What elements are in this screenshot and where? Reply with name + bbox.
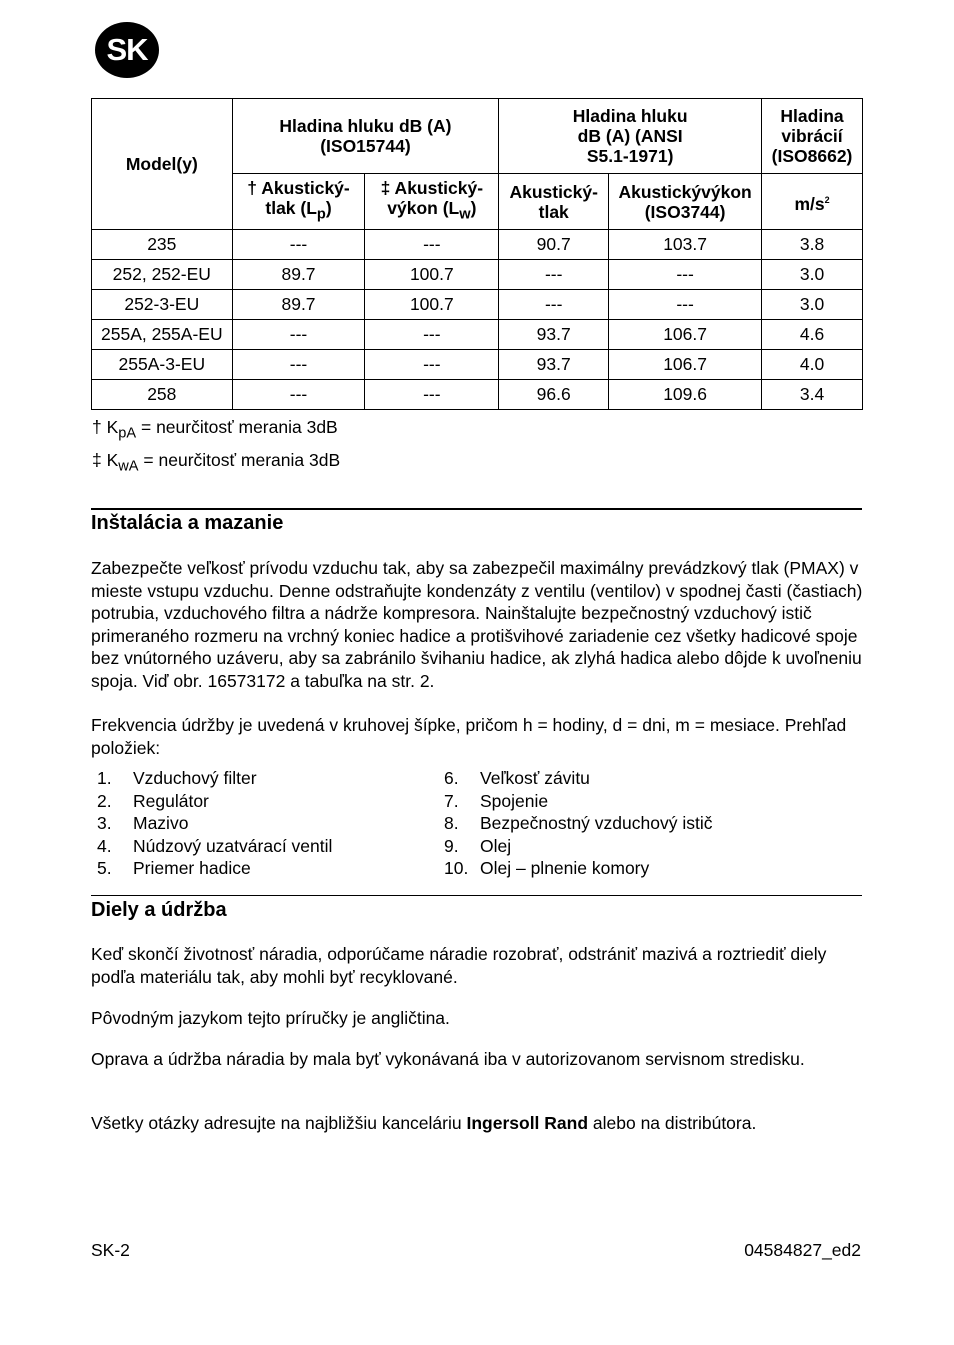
- installation-paragraph: Zabezpečte veľkosť prívodu vzduchu tak, aby sa zabezpečil maximálny prevádzkový tlak (PMAX) v mieste vstupu vzduchu. Denne odstraňujte kondenzáty z ventilu (ventilov) v spodnej časti (častiach) potrubia, vzduchového filtra a nádrže kompresora. Nainštalujte bezpečnostný vzduchový istič primeraného rozmeru na vrchný koniec hadice a protišvihové zariadenie cez všetky hadicové spoje bez vnútorného uzáveru, aby sa zabránilo švihaniu hadice, ak zlyhá hadica alebo dôjde k uvoľneniu spoja. Viď obr. 16573172 a tabuľka na str. 2.: [91, 558, 863, 691]
- table-cell: 96.6: [499, 380, 609, 410]
- list-item: 2. Regulátor: [97, 790, 209, 811]
- table-cell: ---: [499, 290, 609, 320]
- table-cell: ---: [499, 260, 609, 290]
- header-model: Model(y): [92, 99, 233, 230]
- service-paragraph: Oprava a údržba náradia by mala byť vykonávaná iba v autorizovanom servisnom stredisku.: [91, 1049, 805, 1069]
- document-number: 04584827_ed2: [744, 1240, 861, 1260]
- table-cell: 235: [92, 230, 233, 260]
- table-cell: 3.8: [762, 230, 863, 260]
- language-badge: SK: [95, 22, 159, 78]
- header-sound-power: ‡ Akustický-výkon $(L_w)$: [365, 174, 499, 230]
- table-row: [92, 350, 863, 380]
- table-cell: 3.4: [762, 380, 863, 410]
- table-row: [92, 290, 863, 320]
- table-cell: 255A, 255A-EU: [92, 320, 233, 350]
- table-cell: 89.7: [232, 260, 365, 290]
- table-cell: 90.7: [499, 230, 609, 260]
- table-cell: 100.7: [365, 290, 499, 320]
- header-sound-pressure: † Akustický-tlak $(L_p)$: [232, 174, 365, 230]
- list-item: 5. Priemer hadice: [97, 858, 251, 878]
- maintenance-frequency-paragraph: Frekvencia údržby je uvedená v kruhovej šípke, pričom h = hodiny, d = dni, m = mesiace. Prehľad položiek:: [91, 715, 847, 758]
- header-ansi: Hladina hluku dB (A) (ANSI S5.1-1971): [499, 99, 762, 174]
- section-divider: [91, 508, 862, 510]
- table-cell: ---: [232, 320, 365, 350]
- table-cell: 255A-3-EU: [92, 350, 233, 380]
- parts-list-left: [91, 767, 332, 880]
- list-item: 6. Veľkosť závitu: [444, 768, 590, 788]
- section-title-parts-maintenance: Diely a údržba: [91, 899, 227, 921]
- list-item: 3. Mazivo: [97, 813, 189, 833]
- table-cell: 252, 252-EU: [92, 260, 233, 290]
- table-cell: 100.7: [365, 260, 499, 290]
- list-item: 7. Spojenie: [444, 790, 549, 811]
- contact-paragraph: Všetky otázky adresujte na najbližšiu kanceláriu Ingersoll Rand alebo na distribútora.: [91, 1113, 757, 1133]
- section-title-installation: Inštalácia a mazanie: [91, 512, 284, 534]
- language-paragraph: Pôvodným jazykom tejto príručky je angličtina.: [91, 1008, 450, 1028]
- table-cell: ---: [365, 350, 499, 380]
- header-iso15744: Hladina hluku dB (A) (ISO15744): [232, 99, 499, 174]
- table-cell: 93.7: [499, 320, 609, 350]
- table-cell: 4.6: [762, 320, 863, 350]
- table-cell: ---: [232, 230, 365, 260]
- table-cell: ---: [365, 320, 499, 350]
- table-cell: ---: [232, 380, 365, 410]
- table-cell: 258: [92, 380, 233, 410]
- table-cell: ---: [232, 350, 365, 380]
- list-item: 9. Olej: [444, 835, 512, 856]
- table-cell: 3.0: [762, 290, 863, 320]
- table-cell: 106.7: [609, 350, 762, 380]
- table-cell: ---: [609, 260, 762, 290]
- table-cell: ---: [609, 290, 762, 320]
- table-cell: 103.7: [609, 230, 762, 260]
- header-ansi-pressure: Akustický-tlak: [499, 174, 609, 230]
- brand-name: Ingersoll Rand: [466, 1113, 589, 1133]
- table-cell: 93.7: [499, 350, 609, 380]
- table-row: [92, 320, 863, 350]
- section-divider: [91, 895, 862, 896]
- table-row: [92, 380, 863, 410]
- table-cell: 109.6: [609, 380, 762, 410]
- table-cell: 106.7: [609, 320, 762, 350]
- note-kpa: † $K_{pA}$ = neurčitosť merania 3dB: [92, 417, 338, 442]
- note-kwa: ‡ $K_{wA}$ = neurčitosť merania 3dB: [92, 449, 341, 474]
- header-ansi-power: Akustickývýkon (ISO3744): [609, 174, 762, 230]
- table-cell: 89.7: [232, 290, 365, 320]
- header-vibration: Hladina vibrácií (ISO8662): [762, 99, 863, 174]
- table-cell: 252-3-EU: [92, 290, 233, 320]
- table-cell: 4.0: [762, 350, 863, 380]
- list-item: 8. Bezpečnostný vzduchový istič: [444, 813, 713, 833]
- table-row: [92, 260, 863, 290]
- table-notes: [92, 414, 340, 479]
- noise-vibration-table: [91, 98, 863, 410]
- list-item: 4. Núdzový uzatvárací ventil: [97, 835, 333, 856]
- parts-list-right: [444, 767, 712, 880]
- list-item: 10. Olej – plnenie komory: [444, 858, 650, 878]
- table-cell: ---: [365, 230, 499, 260]
- list-item: 1. Vzduchový filter: [97, 768, 257, 788]
- table-cell: 3.0: [762, 260, 863, 290]
- header-unit: $m/s^2$: [762, 174, 863, 230]
- recycling-paragraph: Keď skončí životnosť náradia, odporúčame náradie rozobrať, odstrániť mazivá a roztriediť diely podľa materiálu tak, aby mohli byť recyklované.: [91, 944, 827, 987]
- table-cell: ---: [365, 380, 499, 410]
- page-number: SK-2: [91, 1240, 130, 1260]
- table-row: [92, 230, 863, 260]
